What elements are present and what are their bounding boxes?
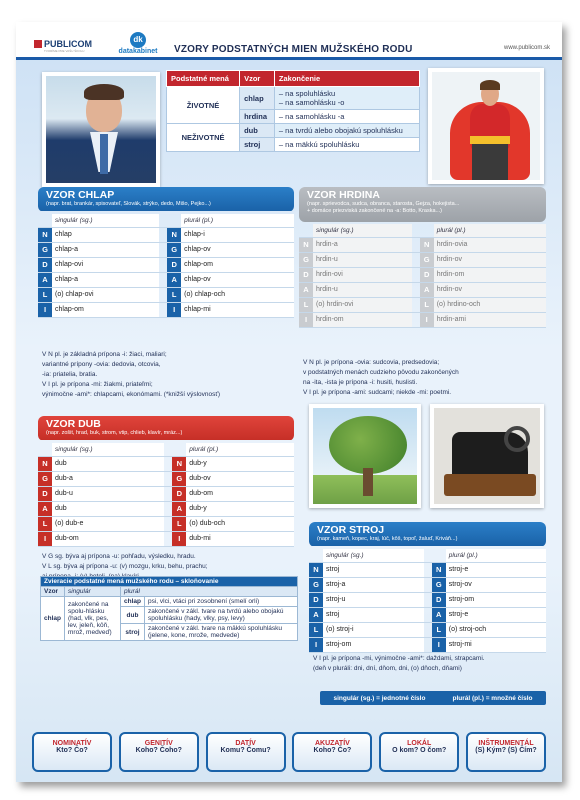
singular-form: stroj <box>323 562 424 577</box>
note-line: (deň v pluráli: dni, dní, dňom, dni, (o) dňoch, dňami) <box>313 665 462 672</box>
singular-form: hrdin-u <box>313 252 412 267</box>
plural-form: stroj-e <box>446 562 546 577</box>
publicom-logo <box>34 39 92 53</box>
case-letter: A <box>172 501 186 516</box>
datakabinet-logo <box>108 32 168 55</box>
head-sg: singulár <box>67 588 91 595</box>
case-letter: I <box>432 637 446 652</box>
case-letter: D <box>432 592 446 607</box>
case-row <box>299 282 546 297</box>
tree-photo <box>309 404 421 508</box>
case-row <box>38 272 294 287</box>
singular-form: hrdin-u <box>313 282 412 297</box>
case-name: DATÍV <box>235 740 256 747</box>
case-button-nominatív <box>32 732 112 772</box>
animal-pl-text: psi, vlci, vtáci pri zosobnení (smelí orli) <box>144 597 297 607</box>
case-letter: I <box>38 531 52 546</box>
poster-body <box>16 60 562 782</box>
stroj-header <box>309 522 546 547</box>
cat-inanimate: NEŽIVOTNÉ <box>167 124 240 152</box>
case-name: GENITÍV <box>144 740 173 747</box>
case-letter: L <box>299 297 313 312</box>
sg-heading: singulár (sg.) <box>52 214 159 227</box>
case-row <box>309 622 546 637</box>
stroj-notes <box>313 654 548 674</box>
dub-title: VZOR DUB <box>46 418 101 430</box>
case-button-genitív <box>119 732 199 772</box>
case-letter: G <box>167 242 181 257</box>
case-row <box>38 242 294 257</box>
note-line: V I pl. je prípona -mi, výnimočne -ami*: daždami, strapcami. <box>313 655 485 662</box>
singular-form: dub-om <box>52 531 164 546</box>
case-letter: D <box>299 267 313 282</box>
sg-heading: singulár (sg.) <box>52 443 164 456</box>
chlap-notes <box>42 350 300 400</box>
singular-form: dub <box>52 501 164 516</box>
note-line: variantné prípony -ovia: dedovia, otcovia, <box>42 361 161 368</box>
case-letter: I <box>38 302 52 317</box>
stroj-table <box>309 549 546 653</box>
case-row <box>309 637 546 652</box>
hrdina-examples: (napr. sprievodca, sudca, obranca, starosta, Gejza, hokejista... <box>307 201 460 207</box>
case-letter: A <box>420 282 434 297</box>
case-letter: D <box>38 486 52 501</box>
case-letter: L <box>167 287 181 302</box>
case-letter: L <box>38 516 52 531</box>
case-letter: G <box>420 252 434 267</box>
animal-pl-pattern: stroj <box>120 624 144 641</box>
case-row <box>299 237 546 252</box>
case-letter: L <box>172 516 186 531</box>
case-question: Kto? Čo? <box>56 747 88 754</box>
singular-form: dub-u <box>52 486 164 501</box>
plural-form: hrdin-ami <box>434 312 546 327</box>
case-letter: G <box>38 242 52 257</box>
page-title: VZORY PODSTATNÝCH MIEN MUŽSKÉHO RODU <box>174 44 413 55</box>
case-letter: N <box>38 227 52 242</box>
gt-pattern: stroj <box>240 138 275 152</box>
hrdina-title: VZOR HRDINA <box>307 189 380 201</box>
case-row <box>309 592 546 607</box>
pl-legend: plurál (pl.) = množné číslo <box>452 694 533 702</box>
website: www.publicom.sk <box>503 45 550 51</box>
dub-examples: (napr. zošit, hrad, buk, strom, vtip, chlieb, klavír, mráz...) <box>46 430 183 436</box>
header <box>16 22 562 60</box>
pl-heading: plurál (pl.) <box>186 443 294 456</box>
singular-form: stroj <box>323 607 424 622</box>
gt-head-ending: Zakončenie <box>274 71 419 87</box>
case-letter: N <box>420 237 434 252</box>
note-line: -ia: priatelia, bratia. <box>42 371 98 378</box>
case-letter: G <box>299 252 313 267</box>
plural-form: chlap-om <box>181 257 294 272</box>
case-letter: I <box>420 312 434 327</box>
case-row <box>38 471 294 486</box>
plural-form: dub-om <box>186 486 294 501</box>
case-row <box>38 227 294 242</box>
case-letter: L <box>432 622 446 637</box>
case-button-lokál <box>379 732 459 772</box>
plural-form: (o) hrdino-och <box>434 297 546 312</box>
case-row <box>309 562 546 577</box>
gt-ending: – na tvrdú alebo obojakú spoluhlásku <box>274 124 419 138</box>
head-vzor: Vzor <box>41 587 65 597</box>
singular-form: chlap <box>52 227 159 242</box>
case-row <box>38 531 294 546</box>
singular-form: dub <box>52 456 164 471</box>
chlap-table <box>38 214 294 318</box>
plural-form: dub-mi <box>186 531 294 546</box>
chlap-title: VZOR CHLAP <box>46 189 115 201</box>
case-letter: I <box>299 312 313 327</box>
man-photo <box>42 72 160 187</box>
singular-form: stroj-u <box>323 592 424 607</box>
singular-form: hrdin-om <box>313 312 412 327</box>
plural-form: (o) stroj-och <box>446 622 546 637</box>
case-question: Koho? Čoho? <box>135 747 182 754</box>
case-buttons <box>32 732 546 776</box>
case-button-datív <box>206 732 286 772</box>
case-letter: D <box>38 257 52 272</box>
case-row <box>299 312 546 327</box>
case-row <box>38 516 294 531</box>
sg-heading: singulár (sg.) <box>313 224 412 237</box>
singular-form: hrdin-ovi <box>313 267 412 282</box>
pl-heading: plurál (pl.) <box>446 549 546 562</box>
gender-table <box>166 70 420 152</box>
plural-form: stroj-om <box>446 592 546 607</box>
note-line: V N pl. je základná prípona -i: žiaci, maliari; <box>42 351 167 358</box>
case-row <box>38 257 294 272</box>
brand-name: datakabinet <box>118 48 158 55</box>
case-name: INŠTRUMENTÁL <box>478 740 534 747</box>
sg-legend: singulár (sg.) = jednotné číslo <box>333 694 426 702</box>
note-line: V I pl. je prípona -ami: sudcami; niekde -mi: poetmi. <box>303 389 452 396</box>
case-letter: A <box>38 501 52 516</box>
gt-ending: – na mäkkú spoluhlásku <box>274 138 419 152</box>
singular-form: chlap-a <box>52 272 159 287</box>
case-button-akuzatív <box>292 732 372 772</box>
plural-form: chlap-mi <box>181 302 294 317</box>
pl-heading: plurál (pl.) <box>434 224 546 237</box>
case-row <box>38 501 294 516</box>
dub-header <box>38 416 294 441</box>
note-line: V N pl. je prípona -ovia: sudcovia, predsedovia; <box>303 359 440 366</box>
case-question: O kom? O čom? <box>392 747 447 754</box>
head-pl: plurál <box>123 588 140 595</box>
case-row <box>299 252 546 267</box>
plural-form: hrdin-ov <box>434 282 546 297</box>
singular-form: hrdin-a <box>313 237 412 252</box>
case-row <box>299 297 546 312</box>
stroj-title: VZOR STROJ <box>317 524 385 536</box>
plural-form: dub-ov <box>186 471 294 486</box>
singular-form: dub-a <box>52 471 164 486</box>
sewing-machine-photo <box>430 404 544 508</box>
case-row <box>299 267 546 282</box>
case-letter: N <box>432 562 446 577</box>
case-letter: N <box>167 227 181 242</box>
stroj-examples: (napr. kameň, kopec, kraj, lúč, kôš, topoľ, žaluď, Kriváň...) <box>317 536 458 542</box>
case-letter: G <box>309 577 323 592</box>
case-letter: A <box>432 607 446 622</box>
singular-form: (o) dub-e <box>52 516 164 531</box>
gt-head-nouns: Podstatné mená <box>167 71 240 87</box>
case-letter: D <box>309 592 323 607</box>
plural-form: stroj-mi <box>446 637 546 652</box>
hrdina-table <box>299 224 546 328</box>
chlap-examples: (napr. brat, brankár, spisovateľ, Slovák, strýko, dedo, Mišo, Pejko...) <box>46 201 211 207</box>
case-letter: I <box>167 302 181 317</box>
sg-pl-legend <box>320 691 546 705</box>
singular-form: stroj-om <box>323 637 424 652</box>
case-question: Komu? Čomu? <box>220 747 271 754</box>
singular-form: (o) chlap-ovi <box>52 287 159 302</box>
poster <box>16 22 562 782</box>
gt-pattern: chlap <box>240 87 275 110</box>
note-line: na -ita, -ista je prípona -i: husiti, huslisti. <box>303 379 418 386</box>
case-letter: D <box>167 257 181 272</box>
case-letter: G <box>432 577 446 592</box>
case-name: LOKÁL <box>407 740 432 747</box>
plural-form: chlap-ov <box>181 272 294 287</box>
case-row <box>38 456 294 471</box>
animal-pattern: chlap <box>41 597 65 641</box>
animal-pl-pattern: dub <box>120 607 144 624</box>
case-letter: D <box>420 267 434 282</box>
case-question: Koho? Čo? <box>313 747 352 754</box>
note-line: V G sg. býva aj prípona -u: pohľadu, výsledku, hradu. <box>42 553 196 560</box>
case-letter: A <box>167 272 181 287</box>
case-row <box>309 607 546 622</box>
hrdina-examples-2: + domáce priezviská zakončené na -a: Botto, Kraska...) <box>307 208 442 214</box>
case-letter: I <box>172 531 186 546</box>
plural-form: dub-y <box>186 456 294 471</box>
case-letter: N <box>38 456 52 471</box>
animal-pl-text: zakončené v zákl. tvare na mäkkú spoluhlásku (jelene, kone, mrože, medvede) <box>144 624 297 641</box>
publisher-tagline: TVORÍME PRE VAŠU ŠKOLU <box>44 49 85 53</box>
case-name: NOMINATÍV <box>52 740 92 747</box>
case-letter: N <box>299 237 313 252</box>
plural-form: (o) dub-och <box>186 516 294 531</box>
dub-table <box>38 443 294 547</box>
animal-nouns-table <box>40 576 298 641</box>
case-letter: L <box>420 297 434 312</box>
animal-pl-text: zakončené v zákl. tvare na tvrdú alebo obojakú spoluhlásku (hady, vlky, psy, levy) <box>144 607 297 624</box>
gt-pattern: dub <box>240 124 275 138</box>
gt-pattern: hrdina <box>240 110 275 124</box>
dk-icon: dk <box>130 32 146 48</box>
gt-head-pattern: Vzor <box>240 71 275 87</box>
plural-form: hrdin-ov <box>434 252 546 267</box>
superhero-photo <box>428 68 544 184</box>
hrdina-header <box>299 187 546 222</box>
case-letter: A <box>299 282 313 297</box>
case-letter: A <box>38 272 52 287</box>
case-letter: G <box>38 471 52 486</box>
case-letter: A <box>309 607 323 622</box>
singular-form: stroj-a <box>323 577 424 592</box>
hrdina-notes <box>303 358 548 398</box>
singular-form: chlap-ovi <box>52 257 159 272</box>
note-line: výnimočne -ami*: chlapcami, ekonómami. (*knižší výslovnosť) <box>42 391 220 398</box>
case-letter: D <box>172 486 186 501</box>
case-row <box>38 287 294 302</box>
case-button-inštrumentál <box>466 732 546 772</box>
case-letter: L <box>309 622 323 637</box>
singular-form: chlap-a <box>52 242 159 257</box>
plural-form: chlap-ov <box>181 242 294 257</box>
plural-form: stroj-ov <box>446 577 546 592</box>
case-letter: L <box>38 287 52 302</box>
singular-form: (o) hrdin-ovi <box>313 297 412 312</box>
case-letter: N <box>309 562 323 577</box>
case-question: (S) Kým? (S) Čím? <box>475 747 537 754</box>
animal-table-caption: Zvieracie podstatné mená mužského rodu – skloňovanie <box>41 577 298 587</box>
case-letter: I <box>309 637 323 652</box>
note-line: v podstatných menách cudzieho pôvodu zakončených <box>303 369 459 376</box>
plural-form: stroj-e <box>446 607 546 622</box>
gt-ending: – na spoluhlásku – na samohlásku -o <box>274 87 419 110</box>
cat-animate: ŽIVOTNÉ <box>167 87 240 124</box>
singular-form: (o) stroj-i <box>323 622 424 637</box>
pl-heading: plurál (pl.) <box>181 214 294 227</box>
case-letter: N <box>172 456 186 471</box>
publisher-name: PUBLICOM <box>44 39 92 49</box>
case-name: AKUZATÍV <box>314 740 350 747</box>
plural-form: hrdin-om <box>434 267 546 282</box>
animal-sg-text: zakončené na spolu-hlásku (had, vlk, pes, lev, jeleň, kôň, mrož, medveď) <box>64 597 120 641</box>
note-line: V I pl. je prípona -mi: žiakmi, priateľmi; <box>42 381 153 388</box>
plural-form: (o) chlap-och <box>181 287 294 302</box>
singular-form: chlap-om <box>52 302 159 317</box>
chlap-header <box>38 187 294 212</box>
gt-ending: – na samohlásku -a <box>274 110 419 124</box>
case-row <box>38 486 294 501</box>
plural-form: hrdin-ovia <box>434 237 546 252</box>
plural-form: dub-y <box>186 501 294 516</box>
sg-heading: singulár (sg.) <box>323 549 424 562</box>
case-row <box>38 302 294 317</box>
animal-pl-pattern: chlap <box>120 597 144 607</box>
note-line: V L sg. býva aj prípona -u: (v) mozgu, krku, behu, prachu; <box>42 563 208 570</box>
case-row <box>309 577 546 592</box>
plural-form: chlap-i <box>181 227 294 242</box>
case-letter: G <box>172 471 186 486</box>
